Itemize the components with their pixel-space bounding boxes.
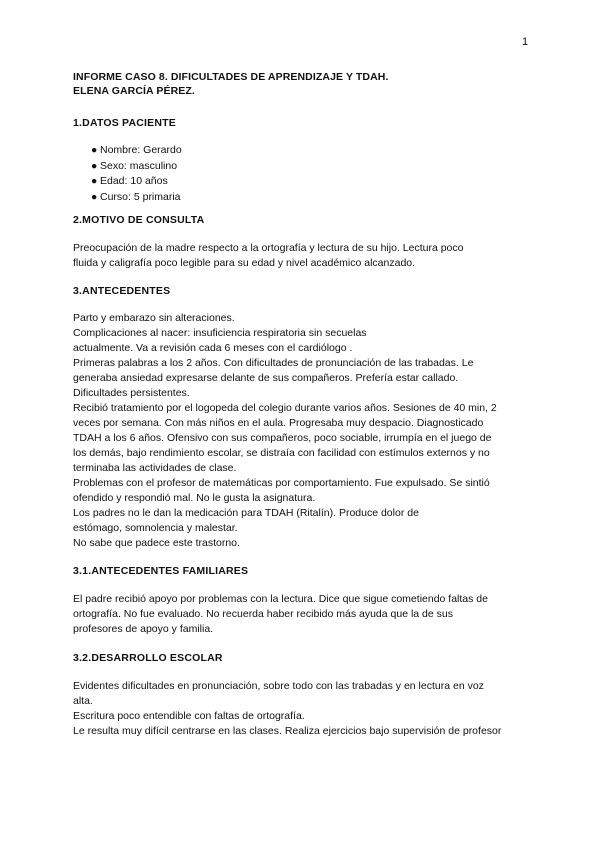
list-item: ● Sexo: masculino xyxy=(91,159,533,175)
text-line: Problemas con el profesor de matemáticas por comportamiento. Fue expulsado. Se sintió xyxy=(73,477,490,489)
escolar-paragraph xyxy=(73,679,533,739)
report-author: ELENA GARCÍA PÉREZ. xyxy=(73,85,195,97)
text-line: los demás, bajo rendimiento escolar, se distraía con facilidad con estímulos externos y no xyxy=(73,447,490,459)
list-item: ● Edad: 10 años xyxy=(91,174,533,190)
report-title: INFORME CASO 8. DIFICULTADES DE APRENDIZAJE Y TDAH. xyxy=(73,71,389,83)
text-line: El padre recibió apoyo por problemas con la lectura. Dice que sigue cometiendo faltas de xyxy=(73,593,488,605)
text-line: Preocupación de la madre respecto a la ortografía y lectura de su hijo. Lectura poco xyxy=(73,242,464,254)
section-heading-escolar: 3.2.DESARROLLO ESCOLAR xyxy=(73,652,223,664)
motivo-paragraph xyxy=(73,241,533,271)
patient-data-list xyxy=(73,143,533,205)
bullet-icon: ● xyxy=(91,159,98,172)
text-line: estómago, somnolencia y malestar. xyxy=(73,522,238,534)
text-line: Complicaciones al nacer: insuficiencia respiratoria sin secuelas xyxy=(73,327,367,339)
familiares-paragraph xyxy=(73,592,533,637)
bullet-icon: ● xyxy=(91,144,98,156)
text-line: profesores de apoyo y familia. xyxy=(73,623,214,635)
section-heading-antecedentes: 3.ANTECEDENTES xyxy=(73,285,171,297)
bullet-icon: ● xyxy=(91,175,98,187)
list-item: ● Nombre: Gerardo xyxy=(91,143,533,159)
bullet-icon: ● xyxy=(91,190,98,203)
text-line: fluida y caligrafía poco legible para su edad y nivel académico alcanzado. xyxy=(73,257,416,269)
text-line: No sabe que padece este trastorno. xyxy=(73,537,240,549)
page-number: 1 xyxy=(522,36,529,48)
section-heading-motivo: 2.MOTIVO DE CONSULTA xyxy=(73,214,205,226)
text-line: generaba ansiedad expresarse delante de sus compañeros. Prefería estar callado. xyxy=(73,372,459,384)
text-line: ortografía. No fue evaluado. No recuerda haber recibido más ayuda que la de sus xyxy=(73,608,453,620)
text-line: Parto y embarazo sin alteraciones. xyxy=(73,312,235,324)
text-line: TDAH a los 6 años. Ofensivo con sus compañeros, poco sociable, irrumpía en el juego de xyxy=(73,432,492,444)
text-line: Evidentes dificultades en pronunciación, sobre todo con las trabadas y en lectura en voz xyxy=(73,680,484,692)
section-heading-familiares: 3.1.ANTECEDENTES FAMILIARES xyxy=(73,565,249,577)
text-line: Le resulta muy difícil centrarse en las clases. Realiza ejercicios bajo supervisión de profesor xyxy=(73,725,502,737)
text-line: alta. xyxy=(73,695,93,707)
text-line: Primeras palabras a los 2 años. Con dificultades de pronunciación de las trabadas. Le xyxy=(73,357,474,369)
text-line: veces por semana. Con más niños en el aula. Progresaba muy despacio. Diagnosticado xyxy=(73,417,484,429)
document-body xyxy=(73,70,533,739)
text-line: Los padres no le dan la medicación para TDAH (Ritalín). Produce dolor de xyxy=(73,507,419,519)
text-line: ofendido y respondió mal. No le gusta la asignatura. xyxy=(73,492,316,504)
antecedentes-paragraph xyxy=(73,311,533,551)
text-line: Escritura poco entendible con faltas de ortografía. xyxy=(73,710,305,722)
text-line: Dificultades persistentes. xyxy=(73,387,190,399)
list-item: ● Curso: 5 primaria xyxy=(91,190,533,206)
text-line: actualmente. Va a revisión cada 6 meses con el cardiólogo . xyxy=(73,342,353,354)
section-heading-datos: 1.DATOS PACIENTE xyxy=(73,117,176,129)
text-line: Recibió tratamiento por el logopeda del colegio durante varios años. Sesiones de 40 min, 2 xyxy=(73,402,497,414)
text-line: terminaba las actividades de clase. xyxy=(73,462,237,474)
